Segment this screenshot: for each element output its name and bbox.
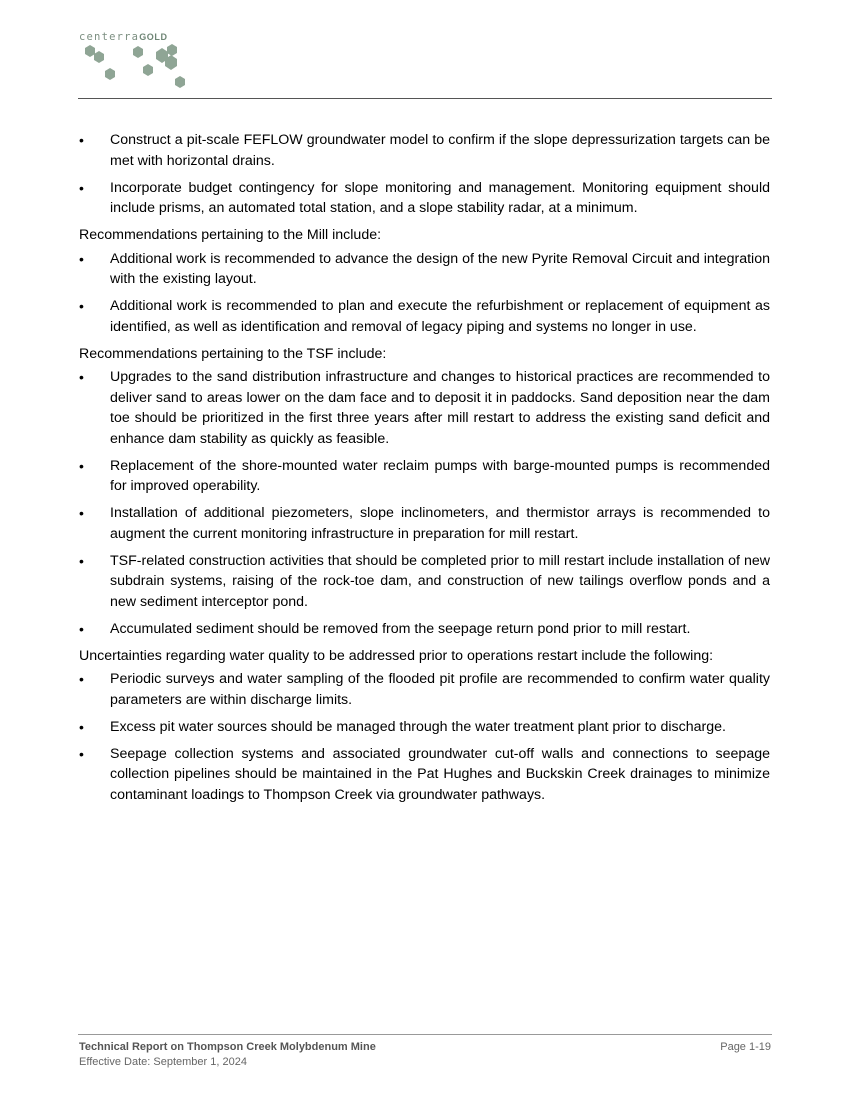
list-item: • Upgrades to the sand distribution infrastructure and changes to historical practices are recommended to deliver sand to areas lower on the dam face and to deposit it in paddocks. Sand deposition near the dam toe should be prioritized in the first three years after mill restart to address the existing sand deficit and enhance dam stability as quickly as feasible. bbox=[79, 367, 770, 449]
report-title: Technical Report on Thompson Creek Molybdenum Mine bbox=[79, 1041, 376, 1053]
page-number: Page 1-19 bbox=[720, 1041, 771, 1053]
list-item: • Additional work is recommended to plan and execute the refurbishment or replacement of equipment as identified, as well as identification and removal of legacy piping and systems no longer in use. bbox=[79, 296, 770, 337]
logo-wordmark bbox=[79, 31, 168, 43]
list-item: • Periodic surveys and water sampling of the flooded pit profile are recommended to confirm water quality parameters are within discharge limits. bbox=[79, 669, 770, 710]
list-item: • Additional work is recommended to advance the design of the new Pyrite Removal Circuit and integration with the existing layout. bbox=[79, 249, 770, 290]
list-item: • Seepage collection systems and associated groundwater cut-off walls and connections to seepage collection pipelines should be maintained in the Pat Hughes and Buckskin Creek drainages to minimize contaminant loadings to Thompson Creek via groundwater pathways. bbox=[79, 744, 770, 806]
logo-wordmark-bold: GOLD bbox=[139, 32, 168, 42]
list-item: • Excess pit water sources should be managed through the water treatment plant prior to discharge. bbox=[79, 717, 770, 738]
header-divider bbox=[78, 98, 772, 99]
mill-section-intro: Recommendations pertaining to the Mill include: bbox=[79, 227, 382, 243]
mill-bullet-list bbox=[79, 249, 770, 338]
water-section-intro: Uncertainties regarding water quality to be addressed prior to operations restart include the following: bbox=[79, 647, 714, 664]
effective-date: Effective Date: September 1, 2024 bbox=[79, 1056, 247, 1068]
list-item: • Incorporate budget contingency for slope monitoring and management. Monitoring equipment should include prisms, an automated total station, and a slope stability radar, at a minimum. bbox=[79, 178, 770, 219]
list-item: • TSF-related construction activities that should be completed prior to mill restart include installation of new subdrain systems, raising of the rock-toe dam, and construction of new tailings overflow ponds and a new sediment interceptor pond. bbox=[79, 551, 770, 613]
pit-bullet-list bbox=[79, 130, 770, 219]
water-bullet-list bbox=[79, 669, 770, 805]
tsf-bullet-list bbox=[79, 367, 770, 639]
logo-wordmark-light: centerra bbox=[79, 31, 140, 43]
list-item: • Accumulated sediment should be removed from the seepage return pond prior to mill restart. bbox=[79, 619, 770, 640]
tsf-section-intro: Recommendations pertaining to the TSF include: bbox=[79, 345, 387, 362]
document-body bbox=[79, 130, 770, 812]
footer-divider bbox=[78, 1034, 772, 1035]
hexagon-cluster-icon bbox=[79, 44, 199, 94]
list-item: • Replacement of the shore-mounted water reclaim pumps with barge-mounted pumps is recommended for improved operability. bbox=[79, 456, 770, 497]
footer-info bbox=[79, 1040, 376, 1070]
list-item: • Construct a pit-scale FEFLOW groundwater model to confirm if the slope depressurization targets can be met with horizontal drains. bbox=[79, 130, 770, 171]
company-logo bbox=[79, 31, 199, 93]
list-item: • Installation of additional piezometers, slope inclinometers, and thermistor arrays is recommended to augment the current monitoring infrastructure in preparation for mill restart. bbox=[79, 503, 770, 544]
